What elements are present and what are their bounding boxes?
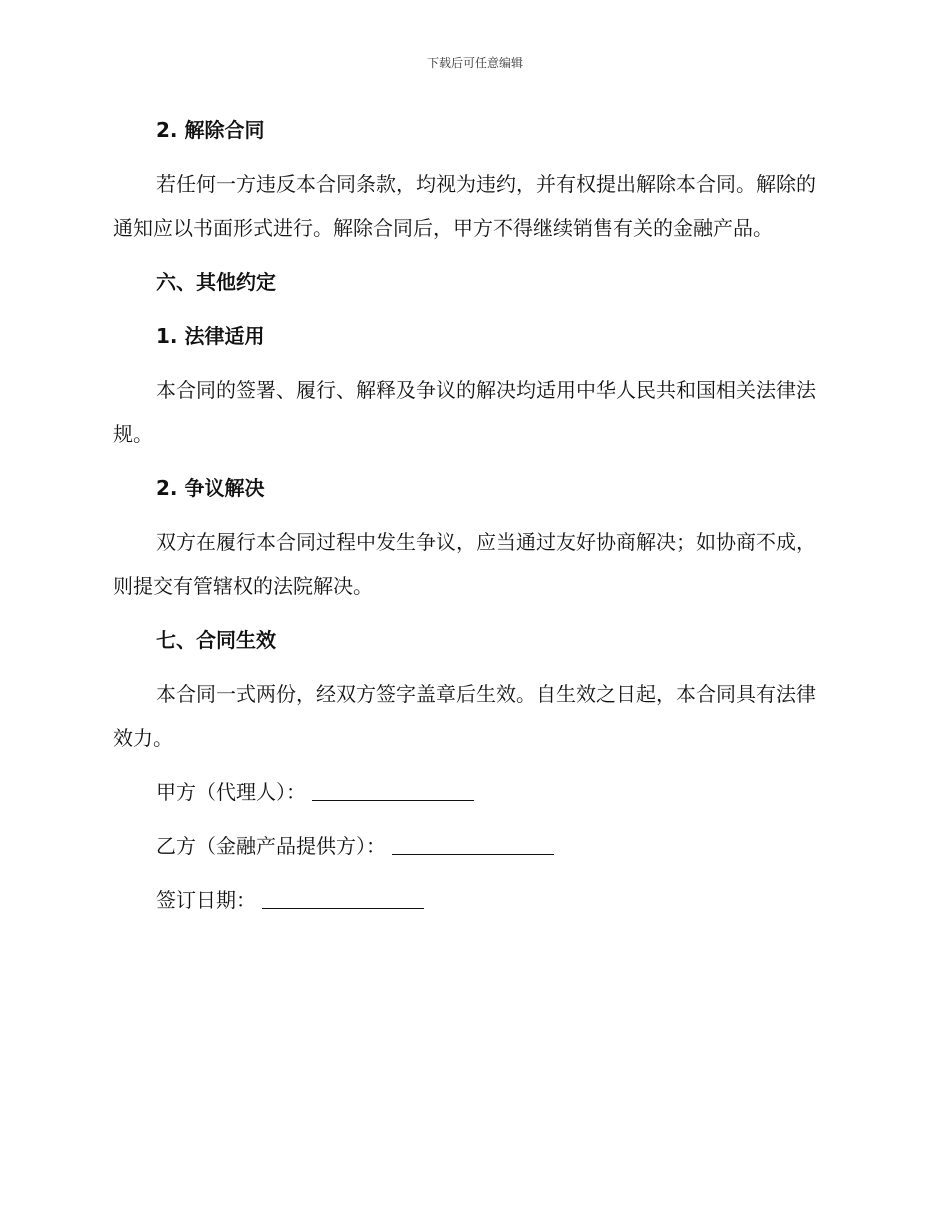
heading-termination: 2. 解除合同	[156, 118, 265, 142]
document-body	[113, 108, 831, 932]
paragraph-contract-effect: 本合同一式两份，经双方签字盖章后生效。自生效之日起，本合同具有法律效力。	[113, 682, 816, 750]
party-b-label: 乙方（金融产品提供方）：	[156, 834, 386, 858]
signing-date-blank	[262, 888, 424, 909]
signature-line-date	[113, 878, 831, 922]
heading-applicable-law: 1. 法律适用	[156, 324, 265, 348]
page-header-note: 下载后可任意编辑	[426, 56, 523, 70]
paragraph-termination: 若任何一方违反本合同条款，均视为违约，并有权提出解除本合同。解除的通知应以书面形式进行。解除合同后，甲方不得继续销售有关的金融产品。	[113, 172, 816, 240]
signature-line-party-b	[113, 824, 831, 868]
heading-contract-effect: 七、合同生效	[156, 628, 276, 652]
signing-date-label: 签订日期：	[156, 888, 256, 912]
party-a-label: 甲方（代理人）：	[156, 780, 306, 804]
heading-dispute-resolution: 2. 争议解决	[156, 476, 265, 500]
signature-line-party-a	[113, 770, 831, 814]
heading-other-agreements: 六、其他约定	[156, 270, 276, 294]
paragraph-dispute-resolution: 双方在履行本合同过程中发生争议，应当通过友好协商解决；如协商不成，则提交有管辖权的法院解决。	[113, 530, 816, 598]
party-b-signature-blank	[392, 834, 554, 855]
paragraph-applicable-law: 本合同的签署、履行、解释及争议的解决均适用中华人民共和国相关法律法规。	[113, 378, 816, 446]
party-a-signature-blank	[312, 780, 474, 801]
